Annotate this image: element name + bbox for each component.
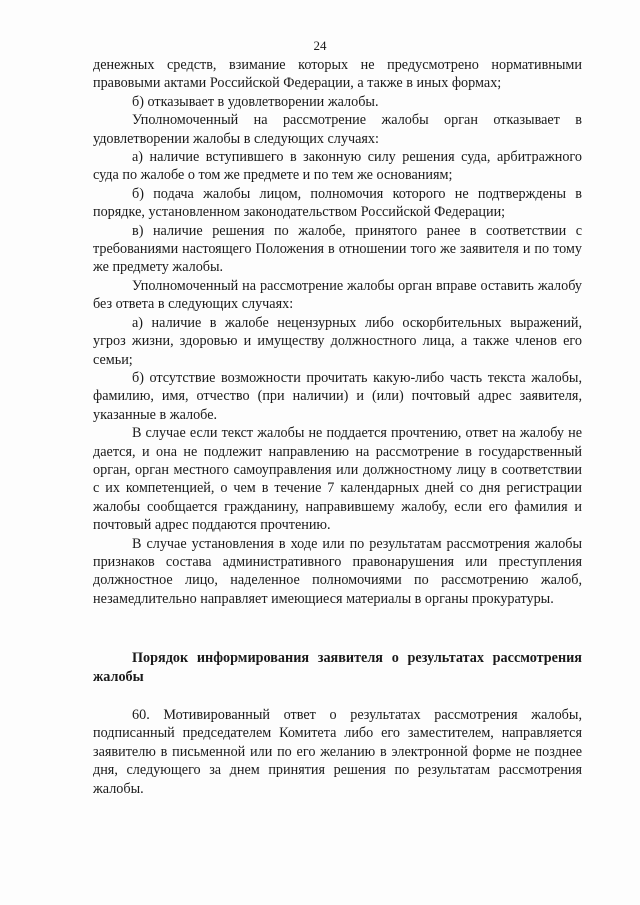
paragraph-refusal-cases-intro: Уполномоченный на рассмотрение жалобы орган отказывает в удовлетворении жалобы в следующих случаях:	[93, 112, 582, 147]
paragraph-refusal-case-a: а) наличие вступившего в законную силу решения суда, арбитражного суда по жалобе о том же предмете и по тем же основаниям;	[93, 149, 582, 184]
page-number: 24	[313, 38, 327, 53]
document-body	[93, 56, 582, 798]
paragraph-refusal-case-c: в) наличие решения по жалобе, принятого ранее в соответствии с требованиями настоящего Положения в отношении того же заявителя и по тому же предмету жалобы.	[93, 222, 582, 276]
paragraph-no-answer-case-b: б) отсутствие возможности прочитать какую-либо часть текста жалобы, фамилию, имя, отчество (при наличии) и (или) почтовый адрес заявителя, указанные в жалобе.	[93, 369, 582, 423]
paragraph-continuation: денежных средств, взимание которых не предусмотрено нормативными правовыми актами Российской Федерации, а также в иных формах;	[93, 57, 582, 92]
section-heading: Порядок информирования заявителя о результатах рассмотрения жалобы	[93, 650, 582, 685]
paragraph-no-answer-case-a: а) наличие в жалобе нецензурных либо оскорбительных выражений, угроз жизни, здоровью и имуществу должностного лица, а также членов его семьи;	[93, 314, 582, 368]
paragraph-refusal: б) отказывает в удовлетворении жалобы.	[132, 93, 379, 110]
paragraph-prosecution: В случае установления в ходе или по результатам рассмотрения жалобы признаков состава административного правонарушения или преступления должностное лицо, наделенное полномочиями по рассмотрению жалоб, незамедлительно направляет имеющиеся материалы в органы прокуратуры.	[93, 535, 582, 607]
paragraph-unreadable-text: В случае если текст жалобы не поддается прочтению, ответ на жалобу не дается, и она не подлежит направлению на рассмотрение в государственный орган, орган местного самоуправления или должностному лицу в соответствии с их компетенцией, о чем в течение 7 календарных дней со дня регистрации жалобы сообщается гражданину, направившему жалобу, если его фамилия и почтовый адрес поддаются прочтению.	[93, 425, 582, 534]
paragraph-no-answer-intro: Уполномоченный на рассмотрение жалобы орган вправе оставить жалобу без ответа в следующих случаях:	[93, 277, 582, 313]
paragraph-refusal-case-b: б) подача жалобы лицом, полномочия которого не подтверждены в порядке, установленном законодательством Российской Федерации;	[93, 185, 582, 221]
paragraph-60: 60. Мотивированный ответ о результатах рассмотрения жалобы, подписанный председателем Комитета либо его заместителем, направляется заявителю в письменной или по его желанию в электронной форме не позднее дня, следующего за днем принятия решения по результатам рассмотрения жалобы.	[93, 707, 582, 797]
